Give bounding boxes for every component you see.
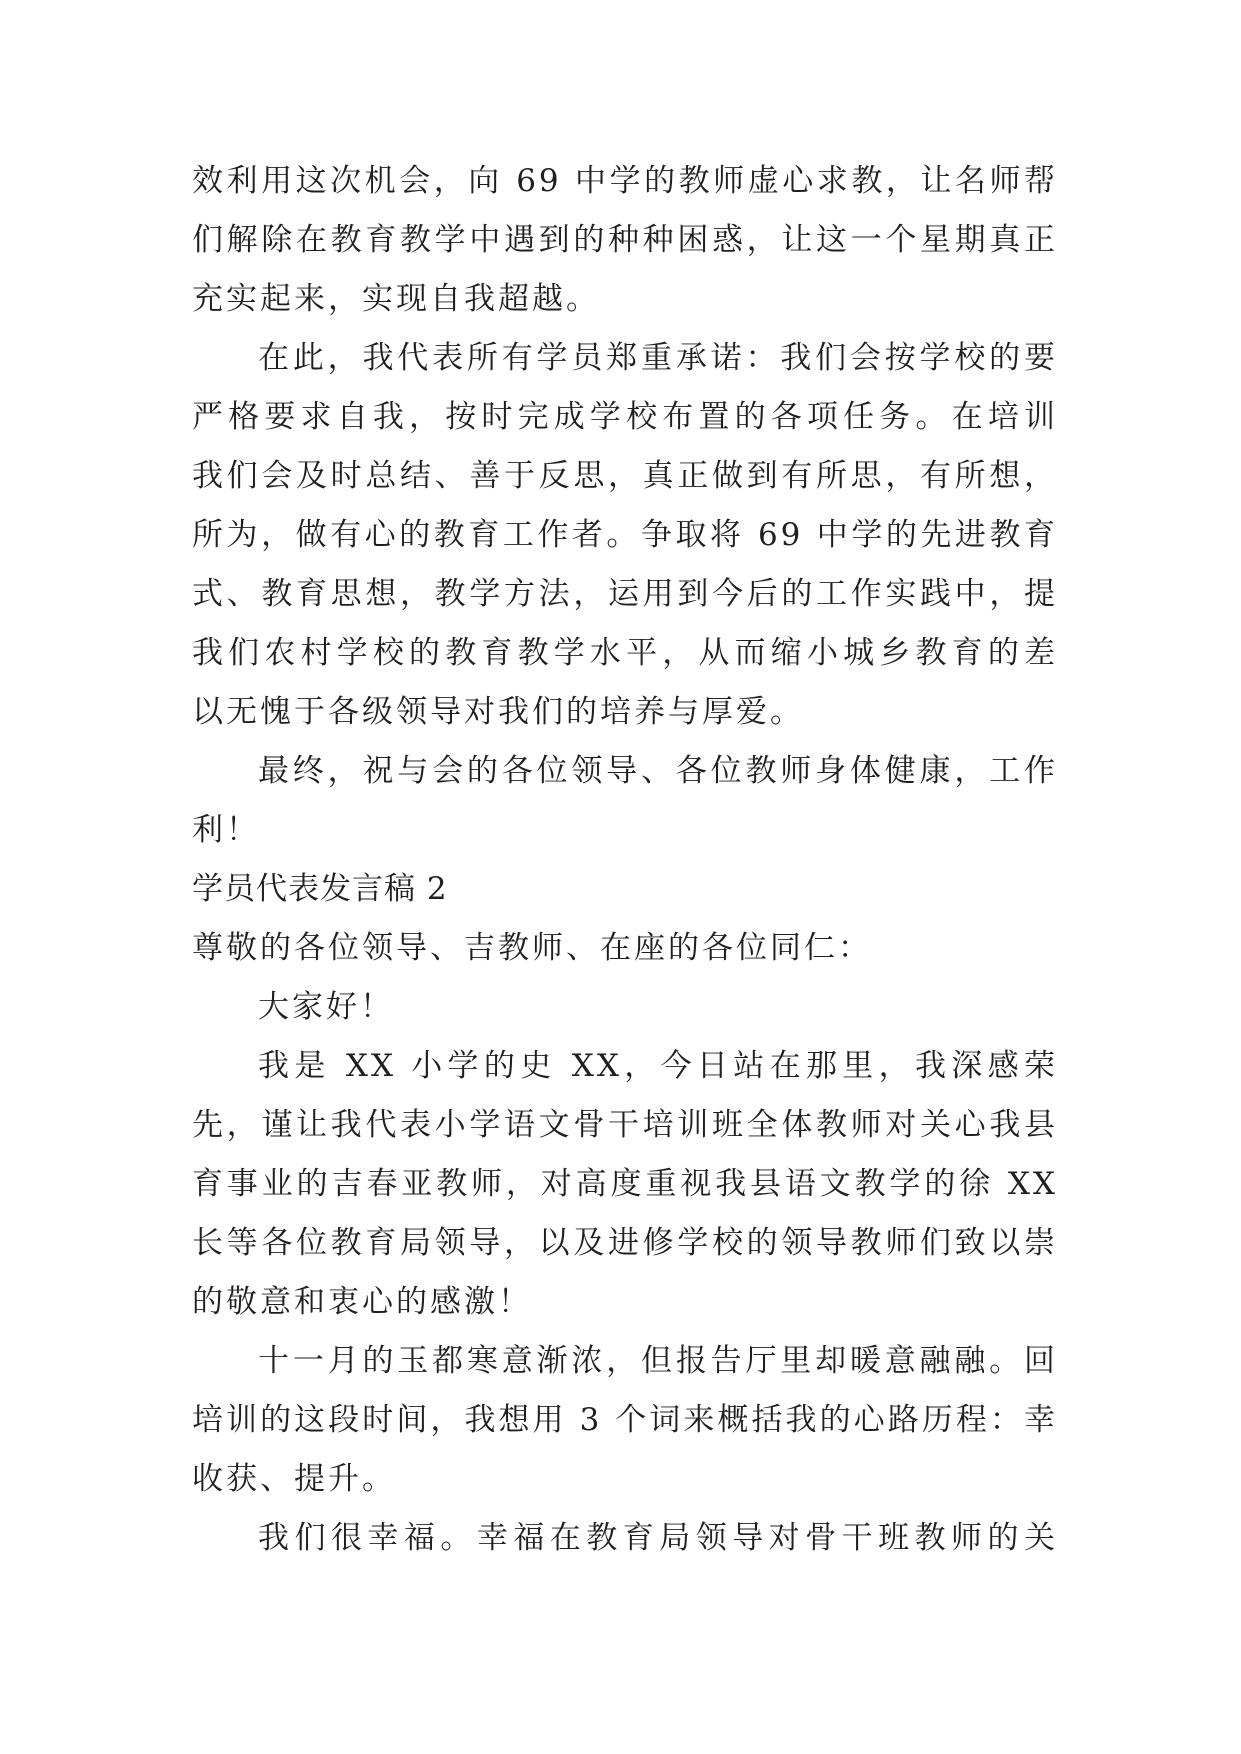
body-line: 们解除在教育教学中遇到的种种困惑，让这一个星期真正 (192, 222, 1058, 258)
body-line: 我们会及时总结、善于反思，真正做到有所思，有所想， (192, 458, 1058, 494)
greeting: 大家好！ (258, 989, 394, 1025)
body-line: 长等各位教育局领导，以及进修学校的领导教师们致以崇 (192, 1225, 1058, 1261)
body-line: 利！ (192, 812, 260, 848)
body-line: 我们农村学校的教育教学水平，从而缩小城乡教育的差 (192, 635, 1058, 671)
body-line: 收获、提升。 (192, 1461, 396, 1497)
body-line: 先，谨让我代表小学语文骨干培训班全体教师对关心我县 (192, 1107, 1058, 1143)
body-line: 以无愧于各级领导对我们的培养与厚爱。 (192, 694, 804, 730)
paragraph-first-line: 十一月的玉都寒意渐浓，但报告厅里却暖意融融。回 (258, 1343, 1058, 1379)
body-line: 培训的这段时间，我想用 3 个词来概括我的心路历程：幸 (192, 1402, 1058, 1438)
salutation: 尊敬的各位领导、吉教师、在座的各位同仁： (192, 930, 872, 966)
body-line: 充实起来，实现自我超越。 (192, 281, 600, 317)
body-line: 所为，做有心的教育工作者。争取将 69 中学的先进教育 (192, 517, 1058, 553)
section-heading: 学员代表发言稿 2 (192, 871, 448, 907)
body-line: 的敬意和衷心的感激！ (192, 1284, 532, 1320)
body-line: 效利用这次机会，向 69 中学的教师虚心求教，让名师帮 (192, 163, 1058, 199)
paragraph-first-line: 我们很幸福。幸福在教育局领导对骨干班教师的关 (258, 1520, 1058, 1556)
paragraph-first-line: 我是 XX 小学的史 XX，今日站在那里，我深感荣 (258, 1048, 1058, 1084)
paragraph-first-line: 最终，祝与会的各位领导、各位教师身体健康，工作 (258, 753, 1058, 789)
body-line: 育事业的吉春亚教师，对高度重视我县语文教学的徐 XX (192, 1166, 1058, 1202)
body-line: 严格要求自我，按时完成学校布置的各项任务。在培训 (192, 399, 1058, 435)
paragraph-first-line: 在此，我代表所有学员郑重承诺：我们会按学校的要 (258, 340, 1058, 376)
document-body (192, 152, 1058, 1568)
body-line: 式、教育思想，教学方法，运用到今后的工作实践中，提 (192, 576, 1058, 612)
